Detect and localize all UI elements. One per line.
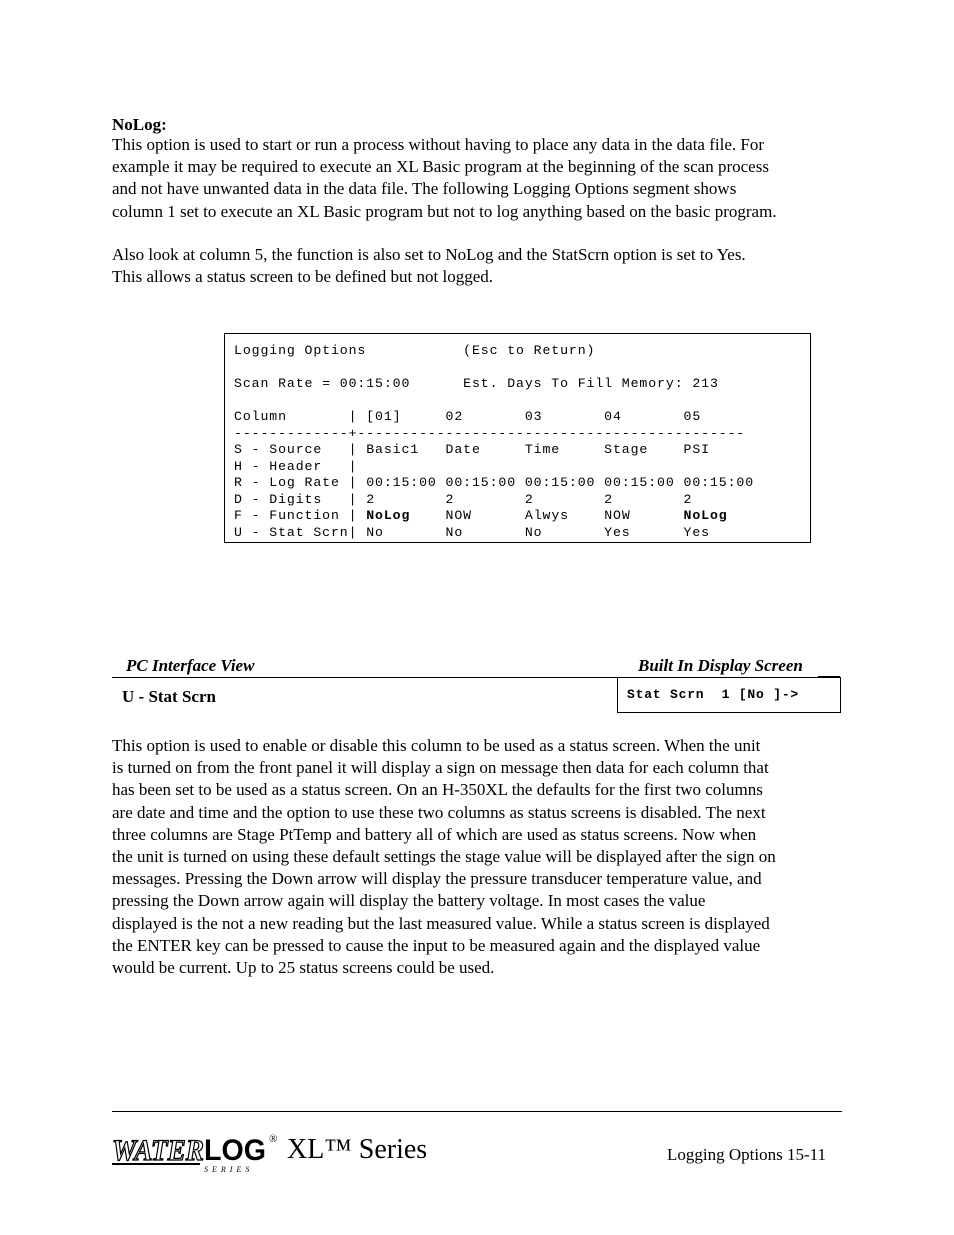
logging-options-screen: [224, 333, 811, 543]
xl-series-title: XL™ Series: [287, 1134, 428, 1165]
logo-water: WATER: [112, 1134, 204, 1167]
nolog-col1: NoLog: [366, 508, 411, 523]
text-line: pressing the Down arrow again will display the battery voltage. In most cases the value: [112, 891, 706, 911]
text-line: and not have unwanted data in the data file. The following Logging Options segment shows: [112, 179, 737, 199]
terminal-row-source: S - Source | Basic1 Date Time Stage PSI: [234, 442, 710, 457]
text-line: displayed is the not a new reading but the last measured value. While a status screen is displayed: [112, 913, 770, 933]
text-line: three columns are Stage PtTemp and battery all of which are used as status screens. Now when: [112, 824, 757, 844]
terminal-row-statscrn: U - Stat Scrn| No No No Yes Yes: [234, 524, 710, 540]
text-line: the unit is turned on using these default settings the stage value will be displayed after the sign on: [112, 847, 776, 867]
intro-paragraph: [112, 134, 847, 223]
terminal-row-lograte: R - Log Rate | 00:15:00 00:15:00 00:15:00 00:15:00 00:15:00: [234, 475, 755, 490]
logo-registered: ®: [269, 1133, 278, 1145]
stat-scrn-label: U - Stat Scrn: [122, 687, 216, 706]
terminal-row-digits: D - Digits | 2 2 2 2 2: [234, 491, 693, 507]
terminal-title: Logging Options (Esc to Return): [234, 343, 596, 358]
column5-paragraph: [112, 244, 847, 288]
text-line: This option is used to start or run a process without having to place any data in the data file. For: [112, 135, 764, 154]
section-rule: [112, 677, 618, 678]
terminal-row-function: F - Function | NoLog NOW Alwys NOW NoLog: [234, 508, 728, 523]
text-line: This option is used to enable or disable this column to be used as a status screen. When the unit: [112, 736, 761, 755]
text-line: are date and time and the option to use these two columns as status screens is disabled. The next: [112, 802, 766, 822]
stat-scrn-description: [112, 735, 847, 979]
logo-series: SERIES: [204, 1165, 254, 1174]
nolog-col5: NoLog: [683, 508, 728, 523]
terminal-divider: -------------+--------------------------------------------: [234, 425, 746, 441]
pc-interface-label: PC Interface View: [126, 656, 255, 675]
text-line: Also look at column 5, the function is also set to NoLog and the StatScrn option is set to Yes.: [112, 245, 746, 264]
text-line: the ENTER key can be pressed to cause the input to be measured again and the displayed value: [112, 935, 761, 955]
footer-rule: [112, 1111, 842, 1112]
text-line: example it may be required to execute an XL Basic program at the beginning of the scan process: [112, 157, 769, 177]
text-line: would be current. Up to 25 status screens could be used.: [112, 958, 495, 978]
text-line: This allows a status screen to be defined but not logged.: [112, 267, 493, 287]
section-heading: NoLog:: [112, 115, 167, 134]
logo-log: LOG: [204, 1134, 266, 1167]
built-in-display-box: [617, 677, 841, 713]
text-line: is turned on from the front panel it will display a sign on message then data for each column that: [112, 758, 769, 778]
built-in-display-label: Built In Display Screen: [638, 656, 803, 675]
text-line: has been set to be used as a status screen. On an H-350XL the defaults for the first two columns: [112, 780, 763, 800]
text-line: column 1 set to execute an XL Basic program but not to log anything based on the basic program.: [112, 201, 777, 221]
page-reference: Logging Options 15-11: [667, 1145, 826, 1164]
terminal-column-header: Column | [01] 02 03 04 05: [234, 409, 702, 424]
terminal-scan-rate: Scan Rate = 00:15:00 Est. Days To Fill Memory: 213: [234, 376, 719, 391]
terminal-row-header: H - Header |: [234, 458, 358, 474]
text-line: messages. Pressing the Down arrow will display the pressure transducer temperature value, and: [112, 869, 762, 889]
terminal-text: [234, 343, 754, 541]
waterlog-logo: [112, 1128, 282, 1174]
display-text: Stat Scrn 1 [No ]->: [627, 687, 800, 702]
